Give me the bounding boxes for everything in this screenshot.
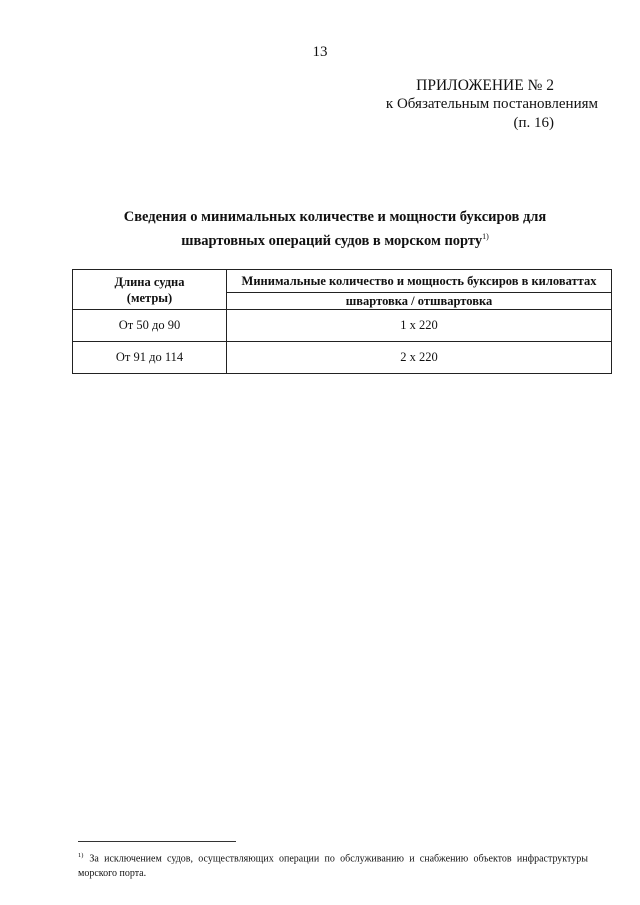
page-number: 13 <box>312 44 328 60</box>
cell-vessel-length: От 50 до 90 <box>73 310 227 342</box>
table-header-row <box>73 270 612 293</box>
annex-subtitle: к Обязательным постановлениям <box>385 96 598 112</box>
header-vessel-length <box>73 270 227 310</box>
document-title-line-1: Сведения о минимальных количестве и мощности буксиров для <box>123 209 547 225</box>
annex-clause: (п. 16) <box>513 115 554 131</box>
header-vessel-length-unit: (метры) <box>126 290 173 305</box>
cell-vessel-length: От 91 до 114 <box>73 342 227 374</box>
tug-requirements-table <box>72 269 612 374</box>
annex-title: ПРИЛОЖЕНИЕ № 2 <box>416 77 554 94</box>
document-title-line-2-text: швартовных операций судов в морском порту <box>181 232 483 249</box>
footnote-mark: 1) <box>78 852 84 859</box>
document-title <box>70 207 600 251</box>
title-footnote-mark: 1) <box>482 232 489 241</box>
footnote-divider <box>78 841 236 842</box>
header-vessel-length-label: Длина судна <box>114 274 185 289</box>
header-mooring-operation: швартовка / отшвартовка <box>227 293 612 310</box>
cell-tugs: 2 х 220 <box>227 342 612 374</box>
table-row <box>73 342 612 374</box>
document-title-line-2 <box>70 227 600 251</box>
footnote-text: За исключением судов, осуществляющих операции по обслуживанию и снабжению объектов инфраструктуры морского порта. <box>78 853 588 880</box>
header-tug-power: Минимальные количество и мощность буксиров в киловаттах <box>227 270 612 293</box>
footnote <box>78 848 588 881</box>
table-row <box>73 310 612 342</box>
cell-tugs: 1 х 220 <box>227 310 612 342</box>
